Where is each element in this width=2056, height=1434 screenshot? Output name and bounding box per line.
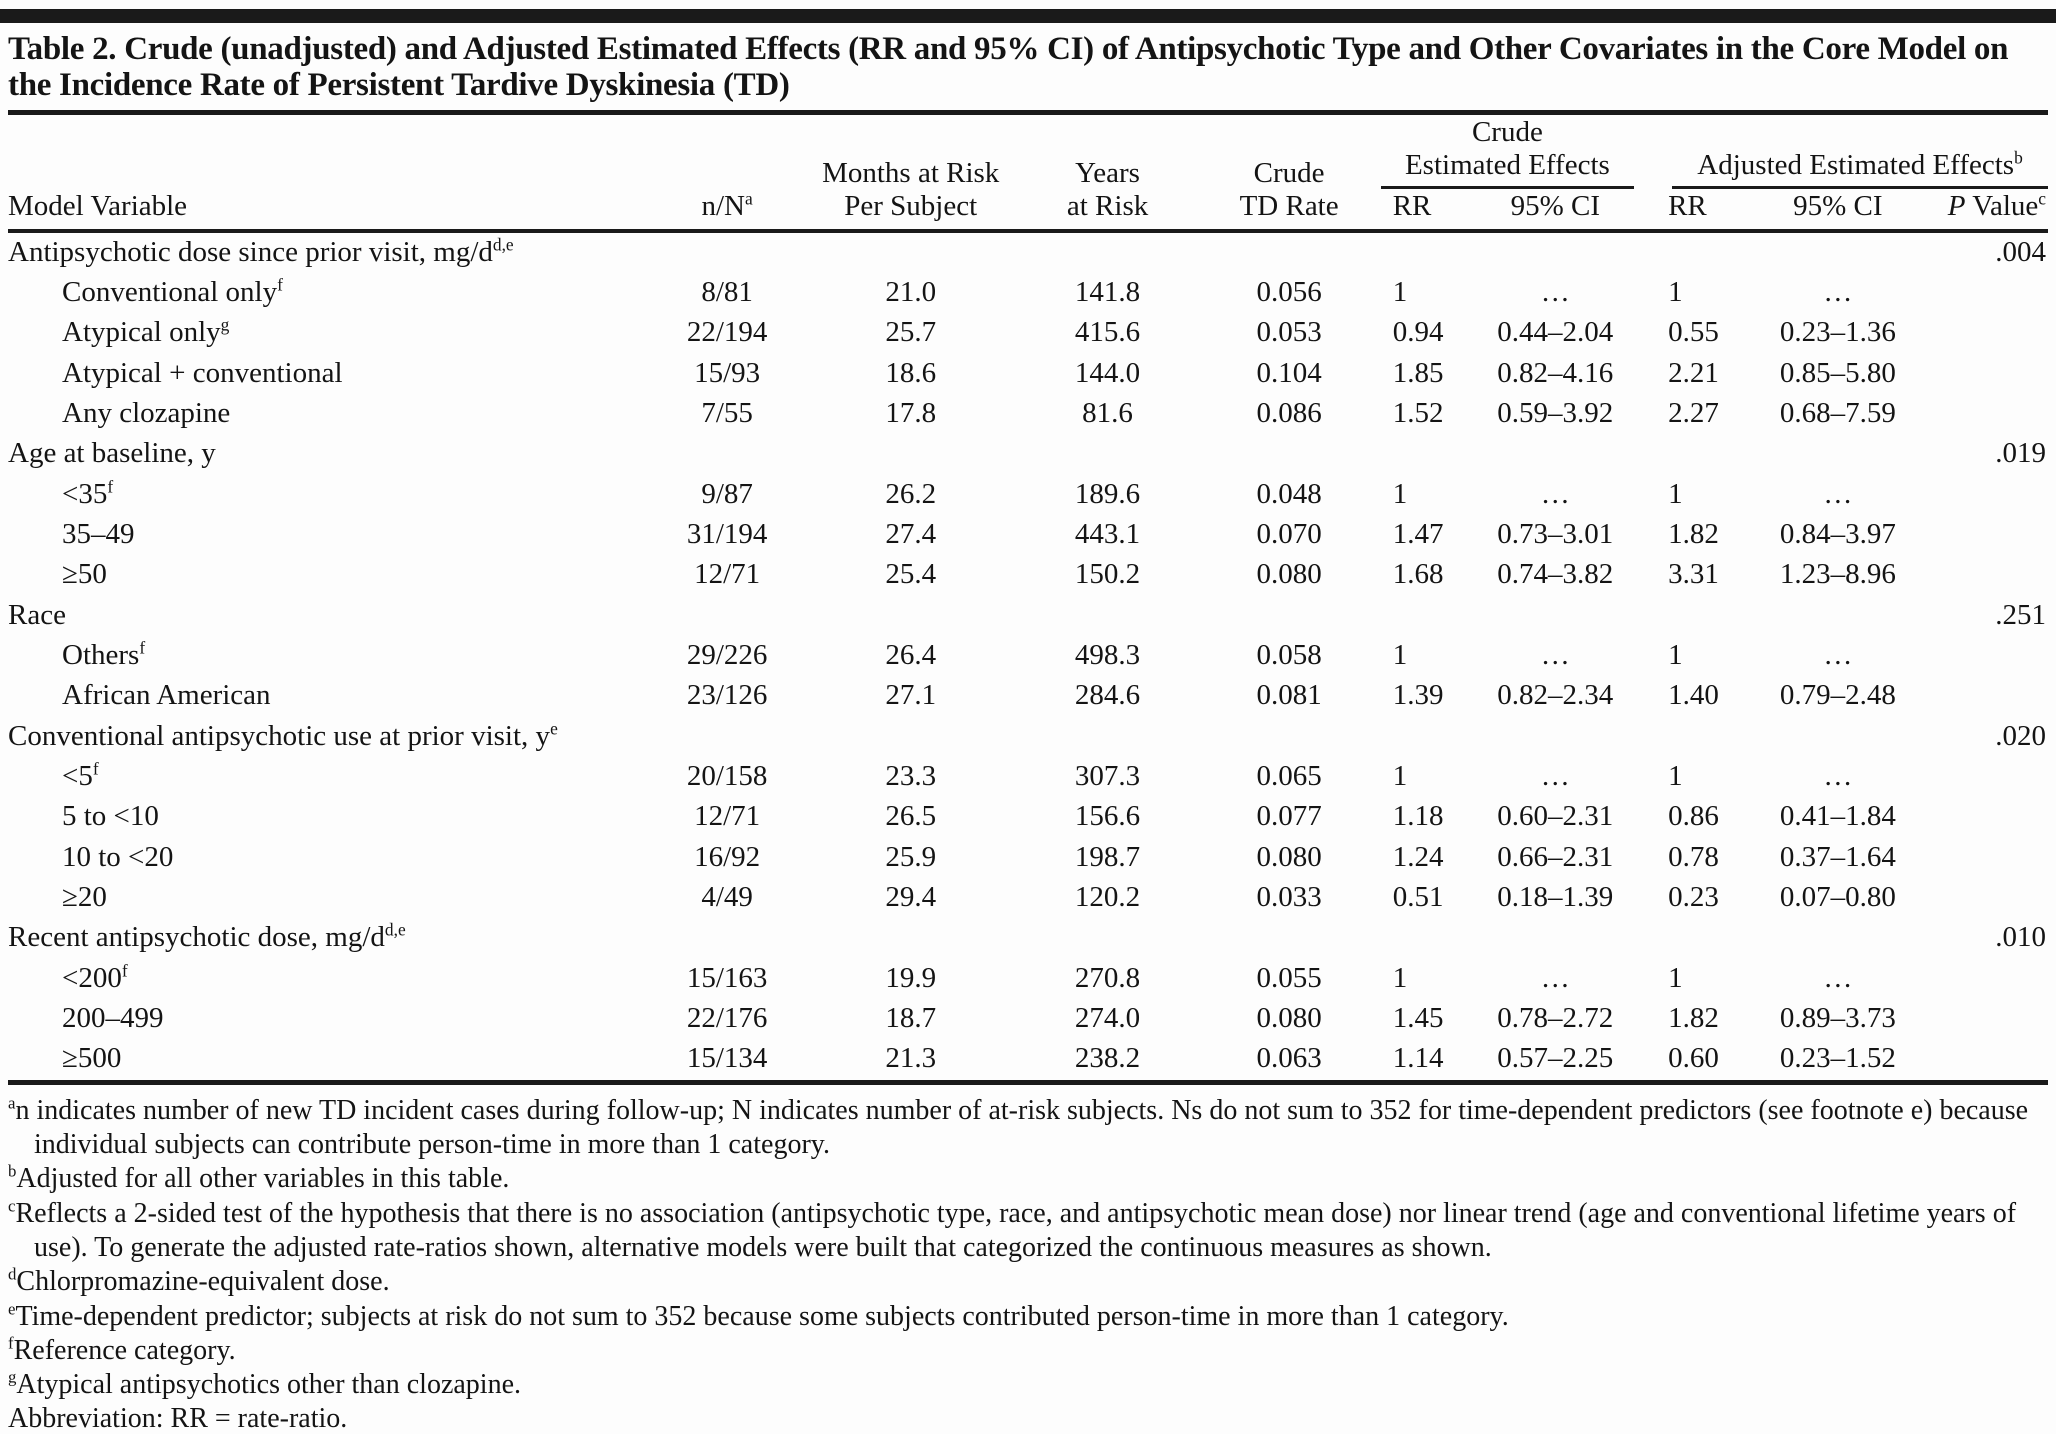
cell-adjusted-ci: 0.07–0.80 bbox=[1779, 881, 1896, 914]
cell-crude-rr: 1.85 bbox=[1392, 356, 1444, 389]
cell-model-variable: Atypical only$^g$ bbox=[62, 314, 230, 349]
footnote-marker: e bbox=[550, 718, 558, 739]
cell-crude-td-rate: 0.053 bbox=[1256, 316, 1322, 349]
cell-n-per-n: 9/87 bbox=[701, 477, 753, 510]
table-row bbox=[8, 394, 2048, 434]
footnote-marker: f bbox=[92, 758, 99, 779]
cell-p-value-empty bbox=[1930, 475, 2048, 515]
group-row bbox=[8, 918, 2048, 958]
cell-model-variable: 35–49 bbox=[62, 517, 135, 550]
group-label: Conventional antipsychotic use at prior visit, $y^e$ bbox=[8, 718, 558, 752]
cell-p-value-empty bbox=[1930, 676, 2048, 716]
header-crude-estimated-effects: Crude Estimated Effects bbox=[1371, 115, 1646, 189]
cell-adjusted-rr: 3.31 bbox=[1668, 558, 1719, 591]
cell-months-at-risk: 26.4 bbox=[885, 638, 937, 671]
cell-years-at-risk: 81.6 bbox=[1082, 396, 1133, 429]
footnote-marker: c bbox=[2038, 188, 2046, 209]
cell-years-at-risk: 144.0 bbox=[1074, 356, 1141, 389]
cell-adjusted-rr: 1.40 bbox=[1668, 679, 1719, 712]
cell-p-value: .019 bbox=[1995, 437, 2046, 470]
footnote-marker: f bbox=[107, 475, 114, 496]
cell-crude-rr: 1.47 bbox=[1392, 517, 1444, 550]
cell-crude-td-rate: 0.080 bbox=[1256, 1002, 1322, 1035]
cell-n-per-n: 15/134 bbox=[686, 1042, 768, 1075]
header-model-variable: Model Variable bbox=[8, 115, 640, 230]
cell-n-per-n: 23/126 bbox=[686, 679, 768, 712]
cell-years-at-risk: 198.7 bbox=[1074, 840, 1141, 873]
cell-crude-rr: 1.18 bbox=[1392, 800, 1444, 833]
footnote-marker: d,e bbox=[492, 233, 514, 254]
footnote-abbreviation: Abbreviation: RR = rate-ratio. bbox=[8, 1403, 348, 1434]
cell-crude-rr: 1 bbox=[1392, 638, 1408, 671]
header-row-spanners bbox=[8, 115, 2048, 189]
table-row bbox=[8, 959, 2048, 999]
cell-months-at-risk: 25.4 bbox=[885, 558, 937, 591]
cell-p-value-empty bbox=[1930, 354, 2048, 394]
cell-crude-ci: … bbox=[1540, 760, 1570, 793]
cell-months-at-risk: 17.8 bbox=[885, 396, 937, 429]
group-label: Race bbox=[8, 598, 66, 631]
cell-model-variable: Others$^f$ bbox=[62, 637, 146, 671]
group-label: Age at baseline, y bbox=[8, 437, 216, 470]
cell-months-at-risk: 26.2 bbox=[885, 477, 937, 510]
table-row bbox=[8, 273, 2048, 313]
cell-adjusted-ci: … bbox=[1823, 638, 1853, 671]
footnote-marker: f bbox=[139, 637, 146, 658]
table-row bbox=[8, 636, 2048, 676]
cell-crude-td-rate: 0.063 bbox=[1256, 1042, 1322, 1075]
cell-years-at-risk: 189.6 bbox=[1074, 477, 1141, 510]
cell-n-per-n: 16/92 bbox=[694, 840, 761, 873]
cell-crude-td-rate: 0.086 bbox=[1256, 396, 1322, 429]
cell-crude-ci: 0.66–2.31 bbox=[1497, 840, 1614, 873]
cell-years-at-risk: 156.6 bbox=[1074, 800, 1141, 833]
cell-crude-ci: 0.82–2.34 bbox=[1497, 679, 1614, 712]
cell-crude-ci: 0.74–3.82 bbox=[1497, 558, 1614, 591]
cell-crude-ci: 0.59–3.92 bbox=[1497, 396, 1614, 429]
cell-n-per-n: 22/176 bbox=[686, 1002, 768, 1035]
cell-n-per-n: 8/81 bbox=[701, 275, 753, 308]
cell-p-value-empty bbox=[1930, 394, 2048, 434]
cell-crude-rr: 1.24 bbox=[1392, 840, 1444, 873]
cell-years-at-risk: 274.0 bbox=[1074, 1002, 1141, 1035]
cell-crude-td-rate: 0.048 bbox=[1256, 477, 1322, 510]
cell-n-per-n: 7/55 bbox=[701, 396, 753, 429]
footnote-e: $^e$Time-dependent predictor; subjects at risk do not sum to 352 because some subjects contributed person-time in more than 1 category. bbox=[8, 1299, 1509, 1332]
cell-months-at-risk: 23.3 bbox=[885, 760, 937, 793]
cell-months-at-risk: 26.5 bbox=[885, 800, 937, 833]
cell-crude-td-rate: 0.058 bbox=[1256, 638, 1322, 671]
cell-adjusted-rr: 0.23 bbox=[1668, 881, 1719, 914]
footnote-marker: g bbox=[220, 314, 230, 335]
cell-crude-rr: 1.68 bbox=[1392, 558, 1444, 591]
cell-p-value-empty bbox=[1930, 515, 2048, 555]
cell-crude-ci: 0.60–2.31 bbox=[1497, 800, 1614, 833]
header-crude-td-rate: Crude TD Rate bbox=[1208, 115, 1371, 230]
cell-adjusted-ci: … bbox=[1823, 961, 1853, 994]
footnote-a: $^a$n indicates number of new TD incident cases during follow-up; N indicates number of at-risk subjects. Ns do not sum to 352 for time-dependent predictors (see footnote e) because individual subjects can contribute person-time in more than 1 category. bbox=[8, 1093, 2029, 1161]
cell-adjusted-rr: 1 bbox=[1668, 275, 1683, 308]
footnote-d: $^d$Chlorpromazine-equivalent dose. bbox=[8, 1264, 390, 1298]
cell-years-at-risk: 443.1 bbox=[1074, 517, 1141, 550]
cell-crude-ci: … bbox=[1540, 477, 1570, 510]
cell-crude-rr: 1 bbox=[1392, 961, 1408, 994]
cell-crude-ci: 0.18–1.39 bbox=[1497, 881, 1614, 914]
table-row bbox=[8, 797, 2048, 837]
footnote-marker: b bbox=[2014, 147, 2023, 168]
cell-months-at-risk: 21.3 bbox=[885, 1042, 937, 1075]
table-row bbox=[8, 515, 2048, 555]
cell-n-per-n: 12/71 bbox=[694, 558, 761, 591]
group-row bbox=[8, 231, 2048, 273]
cell-n-per-n: 15/93 bbox=[694, 356, 761, 389]
cell-model-variable: Atypical + conventional bbox=[62, 356, 343, 389]
cell-crude-rr: 1.52 bbox=[1392, 396, 1444, 429]
header-n-per-n bbox=[640, 115, 813, 230]
cell-adjusted-ci: … bbox=[1823, 760, 1853, 793]
cell-adjusted-rr: 2.21 bbox=[1668, 356, 1719, 389]
footnote-marker: f bbox=[121, 960, 128, 981]
cell-model-variable: 10 to <20 bbox=[62, 840, 174, 873]
cell-adjusted-ci: … bbox=[1823, 275, 1853, 308]
cell-adjusted-rr: 0.86 bbox=[1668, 800, 1719, 833]
table-row bbox=[8, 676, 2048, 716]
cell-months-at-risk: 21.0 bbox=[885, 275, 937, 308]
cell-adjusted-ci: … bbox=[1823, 477, 1853, 510]
cell-crude-ci: 0.78–2.72 bbox=[1497, 1002, 1614, 1035]
cell-n-per-n: 4/49 bbox=[701, 881, 753, 914]
cell-crude-td-rate: 0.056 bbox=[1256, 275, 1322, 308]
cell-model-variable: 5 to <10 bbox=[62, 800, 159, 833]
cell-adjusted-ci: 0.68–7.59 bbox=[1779, 396, 1896, 429]
table-row bbox=[8, 313, 2048, 353]
footnote-f: $^f$Reference category. bbox=[8, 1333, 236, 1366]
cell-crude-td-rate: 0.070 bbox=[1256, 517, 1322, 550]
footnote-marker: a bbox=[8, 1093, 16, 1113]
cell-crude-td-rate: 0.055 bbox=[1256, 961, 1322, 994]
cell-model-variable: ≥500 bbox=[62, 1042, 122, 1075]
cell-years-at-risk: 141.8 bbox=[1074, 275, 1141, 308]
footnote-marker: b bbox=[8, 1162, 17, 1182]
header-years-at-risk: Years at Risk bbox=[1008, 115, 1208, 230]
cell-crude-td-rate: 0.077 bbox=[1256, 800, 1322, 833]
cell-crude-td-rate: 0.080 bbox=[1256, 840, 1322, 873]
cell-crude-ci: … bbox=[1540, 961, 1570, 994]
cell-years-at-risk: 284.6 bbox=[1074, 679, 1141, 712]
cell-adjusted-rr: 1 bbox=[1668, 961, 1683, 994]
cell-p-value-empty bbox=[1930, 959, 2048, 999]
cell-adjusted-ci: 0.85–5.80 bbox=[1779, 356, 1896, 389]
cell-crude-rr: 0.51 bbox=[1392, 881, 1444, 914]
header-p-value: P Value$^c$ bbox=[1930, 189, 2048, 231]
cell-crude-ci: 0.44–2.04 bbox=[1497, 316, 1614, 349]
cell-crude-rr: 1 bbox=[1392, 477, 1408, 510]
cell-years-at-risk: 270.8 bbox=[1074, 961, 1141, 994]
cell-adjusted-rr: 0.78 bbox=[1668, 840, 1719, 873]
table-row bbox=[8, 555, 2048, 595]
cell-adjusted-ci: 0.41–1.84 bbox=[1779, 800, 1896, 833]
table-row bbox=[8, 354, 2048, 394]
cell-p-value-empty bbox=[1930, 313, 2048, 353]
cell-adjusted-rr: 1.82 bbox=[1668, 1002, 1719, 1035]
cell-years-at-risk: 415.6 bbox=[1074, 316, 1141, 349]
cell-crude-ci: 0.82–4.16 bbox=[1497, 356, 1614, 389]
cell-p-value-empty bbox=[1930, 636, 2048, 676]
cell-crude-td-rate: 0.065 bbox=[1256, 760, 1322, 793]
cell-years-at-risk: 498.3 bbox=[1074, 638, 1141, 671]
table-row bbox=[8, 878, 2048, 918]
cell-months-at-risk: 25.7 bbox=[885, 316, 937, 349]
group-label: Recent antipsychotic dose, $mg/d^{d,e}$ bbox=[8, 919, 406, 954]
footnote-g: $^g$Atypical antipsychotics other than clozapine. bbox=[8, 1367, 522, 1401]
cell-n-per-n: 31/194 bbox=[686, 517, 768, 550]
cell-adjusted-rr: 0.60 bbox=[1668, 1042, 1719, 1075]
table-row bbox=[8, 1039, 2048, 1079]
cell-months-at-risk: 29.4 bbox=[885, 881, 937, 914]
cell-months-at-risk: 18.7 bbox=[885, 1002, 937, 1035]
top-rule bbox=[0, 9, 2056, 23]
cell-n-per-n: 15/163 bbox=[686, 961, 768, 994]
footnote-marker: a bbox=[744, 188, 753, 209]
group-row bbox=[8, 717, 2048, 757]
cell-model-variable: African American bbox=[62, 679, 271, 712]
cell-years-at-risk: 238.2 bbox=[1074, 1042, 1141, 1075]
cell-adjusted-rr: 0.55 bbox=[1668, 316, 1719, 349]
cell-crude-rr: 0.94 bbox=[1392, 316, 1444, 349]
cell-adjusted-ci: 1.23–8.96 bbox=[1779, 558, 1896, 591]
cell-months-at-risk: 27.4 bbox=[885, 517, 937, 550]
header-adjusted-rr: RR bbox=[1646, 189, 1746, 231]
footnote-marker: d,e bbox=[384, 919, 406, 940]
cell-adjusted-rr: 1 bbox=[1668, 638, 1683, 671]
cell-model-variable: ≥50 bbox=[62, 558, 107, 591]
header-months-at-risk: Months at Risk Per Subject bbox=[814, 115, 1008, 230]
footnote-marker: f bbox=[277, 274, 283, 295]
cell-years-at-risk: 150.2 bbox=[1074, 558, 1141, 591]
footnote-marker: e bbox=[8, 1299, 16, 1319]
cell-model-variable: $<5^f$ bbox=[62, 758, 99, 793]
header-n-per-n-label: n/N bbox=[701, 189, 745, 222]
cell-crude-ci: 0.73–3.01 bbox=[1497, 517, 1614, 550]
cell-crude-rr: 1.45 bbox=[1392, 1002, 1444, 1035]
cell-p-value: .004 bbox=[1995, 235, 2046, 268]
header-crude-ci: 95% CI bbox=[1465, 189, 1647, 231]
cell-n-per-n: 20/158 bbox=[686, 760, 768, 793]
cell-p-value-empty bbox=[1930, 797, 2048, 837]
cell-adjusted-ci: 0.84–3.97 bbox=[1779, 517, 1896, 550]
cell-crude-ci: … bbox=[1540, 638, 1570, 671]
cell-crude-td-rate: 0.033 bbox=[1256, 881, 1322, 914]
cell-p-value-empty bbox=[1930, 1039, 2048, 1079]
footnote-marker: c bbox=[8, 1196, 16, 1216]
cell-crude-td-rate: 0.081 bbox=[1256, 679, 1322, 712]
cell-adjusted-rr: 1 bbox=[1668, 477, 1683, 510]
cell-months-at-risk: 25.9 bbox=[885, 840, 937, 873]
cell-n-per-n: 29/226 bbox=[686, 638, 768, 671]
cell-model-variable: $<200^f$ bbox=[62, 960, 128, 994]
cell-p-value-empty bbox=[1930, 757, 2048, 797]
cell-p-value-empty bbox=[1930, 838, 2048, 878]
footnote-marker: f bbox=[8, 1333, 14, 1353]
table-row bbox=[8, 999, 2048, 1039]
cell-crude-rr: 1 bbox=[1392, 275, 1408, 308]
cell-months-at-risk: 27.1 bbox=[885, 679, 937, 712]
cell-p-value-empty bbox=[1930, 555, 2048, 595]
results-table bbox=[8, 115, 2048, 1080]
cell-adjusted-ci: 0.37–1.64 bbox=[1779, 840, 1896, 873]
cell-adjusted-ci: 0.23–1.36 bbox=[1779, 316, 1896, 349]
header-adjusted-ci: 95% CI bbox=[1746, 189, 1930, 231]
cell-model-variable: $<35^f$ bbox=[62, 475, 114, 510]
cell-model-variable: Any clozapine bbox=[62, 396, 231, 429]
cell-adjusted-ci: 0.23–1.52 bbox=[1779, 1042, 1896, 1075]
footnote-c: $^c$Reflects a 2-sided test of the hypothesis that there is no association (antipsychotic type, race, and antipsychotic mean dose) nor linear trend (age and conventional lifetime years of use). To generate the adjusted rate-ratios shown, alternative models were built that categorized the continuous measures as shown. bbox=[8, 1196, 2017, 1263]
cell-model-variable: 200–499 bbox=[62, 1002, 164, 1035]
cell-n-per-n: 22/194 bbox=[686, 316, 768, 349]
group-label: Antipsychotic dose since prior visit, $mg/d^{d,e}$ bbox=[8, 233, 514, 268]
cell-model-variable: Conventional only$^f$ bbox=[62, 274, 283, 308]
footnote-marker: g bbox=[8, 1367, 17, 1387]
cell-crude-rr: 1 bbox=[1392, 760, 1408, 793]
cell-p-value-empty bbox=[1930, 999, 2048, 1039]
cell-years-at-risk: 120.2 bbox=[1074, 881, 1141, 914]
table-row bbox=[8, 838, 2048, 878]
table-row bbox=[8, 757, 2048, 797]
cell-crude-td-rate: 0.080 bbox=[1256, 558, 1322, 591]
cell-model-variable: ≥20 bbox=[62, 881, 107, 914]
table-row bbox=[8, 475, 2048, 515]
table-title: Table 2. Crude (unadjusted) and Adjusted Estimated Effects (RR and 95% CI) of Antipsychotic Type and Other Covariates in the Core Model on the Incidence Rate of Persistent Tardive Dyskinesia (TD) bbox=[8, 31, 2009, 103]
cell-p-value: .251 bbox=[1995, 598, 2046, 631]
cell-crude-ci: … bbox=[1540, 275, 1570, 308]
cell-crude-td-rate: 0.104 bbox=[1256, 356, 1322, 389]
footnotes bbox=[8, 1085, 2048, 1434]
cell-years-at-risk: 307.3 bbox=[1074, 760, 1141, 793]
header-crude-rr: RR bbox=[1371, 189, 1465, 231]
cell-p-value-empty bbox=[1930, 878, 2048, 918]
cell-adjusted-ci: 0.89–3.73 bbox=[1779, 1002, 1896, 1035]
footnote-b: $^b$Adjusted for all other variables in this table. bbox=[8, 1162, 510, 1195]
cell-p-value: .010 bbox=[1995, 921, 2046, 954]
cell-crude-rr: 1.39 bbox=[1392, 679, 1444, 712]
cell-adjusted-rr: 2.27 bbox=[1668, 396, 1719, 429]
footnote-marker: d bbox=[8, 1264, 17, 1284]
cell-p-value-empty bbox=[1930, 273, 2048, 313]
table-block bbox=[0, 23, 2056, 1434]
group-row bbox=[8, 434, 2048, 474]
cell-adjusted-rr: 1.82 bbox=[1668, 517, 1719, 550]
cell-adjusted-rr: 1 bbox=[1668, 760, 1683, 793]
cell-adjusted-ci: 0.79–2.48 bbox=[1779, 679, 1896, 712]
cell-p-value: .020 bbox=[1995, 719, 2046, 752]
group-row bbox=[8, 596, 2048, 636]
cell-crude-rr: 1.14 bbox=[1392, 1042, 1444, 1075]
cell-months-at-risk: 19.9 bbox=[885, 961, 937, 994]
cell-crude-ci: 0.57–2.25 bbox=[1497, 1042, 1614, 1075]
header-adjusted-estimated-effects: Adjusted Estimated Effects$^b$ bbox=[1646, 115, 2048, 189]
cell-n-per-n: 12/71 bbox=[694, 800, 761, 833]
cell-months-at-risk: 18.6 bbox=[885, 356, 937, 389]
